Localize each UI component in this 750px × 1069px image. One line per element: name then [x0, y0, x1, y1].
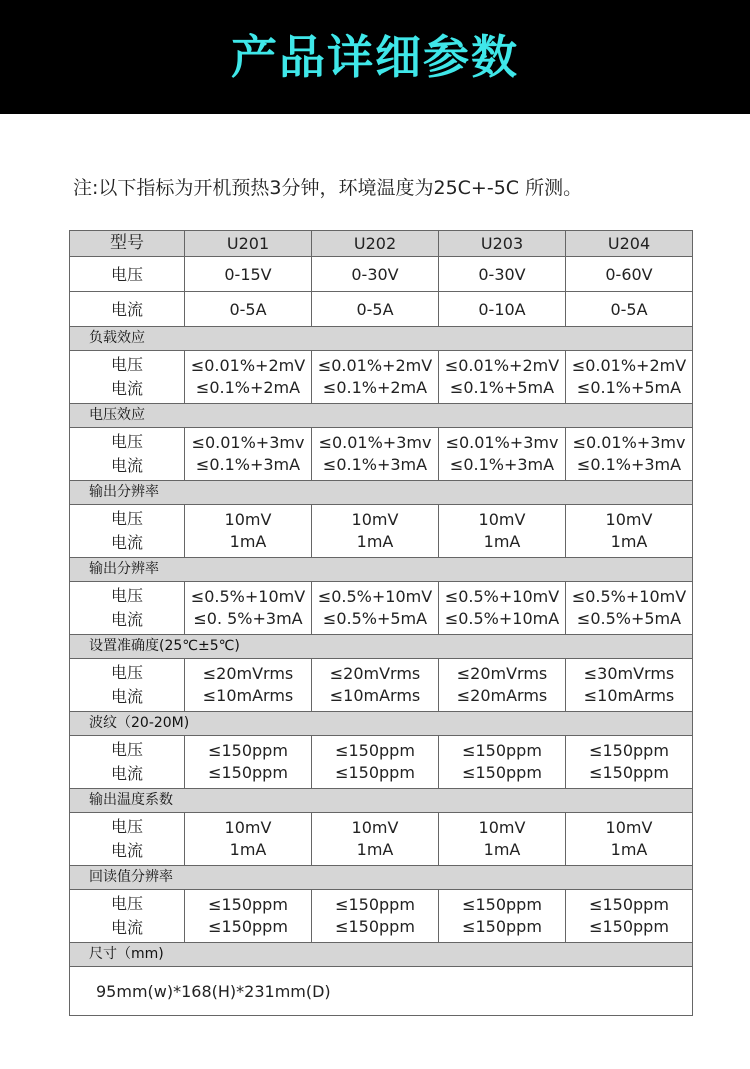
section-header-row — [70, 404, 693, 428]
dimensions-title: 尺寸（mm) — [70, 943, 693, 967]
spec-value: 1mA — [356, 532, 394, 551]
spec-value: ≤0.01%+2mV — [571, 356, 687, 375]
spec-value: 10mV — [224, 818, 272, 837]
spec-value: ≤30mVrms — [583, 664, 675, 683]
title-banner — [0, 0, 750, 114]
row-labels — [70, 582, 185, 635]
voltage-range-cell: 0-30V — [439, 257, 566, 292]
spec-cell — [312, 890, 439, 943]
section-title: 输出分辨率 — [70, 558, 693, 582]
spec-value: ≤0.5%+10mV — [317, 587, 433, 606]
row-label: 电压 — [110, 586, 143, 605]
row-label: 电流 — [110, 764, 143, 783]
row-labels — [70, 659, 185, 712]
model-u202: U202 — [312, 231, 439, 257]
spec-value: 1mA — [229, 532, 267, 551]
spec-value: ≤20mArms — [456, 686, 548, 705]
row-labels — [70, 428, 185, 481]
spec-value: 1mA — [483, 840, 521, 859]
spec-cell — [566, 505, 693, 558]
spec-cell — [312, 659, 439, 712]
section-title: 回读值分辨率 — [70, 866, 693, 890]
section-header-row — [70, 789, 693, 813]
spec-value: 10mV — [351, 818, 399, 837]
spec-value: ≤150ppm — [462, 763, 542, 782]
section-header-row — [70, 712, 693, 736]
spec-table — [69, 230, 693, 1016]
voltage-range-cell: 0-15V — [185, 257, 312, 292]
spec-value: ≤0.1%+3mA — [195, 455, 301, 474]
section-header-row — [70, 558, 693, 582]
spec-cell — [185, 428, 312, 481]
spec-cell — [566, 736, 693, 789]
dimensions-value: 95mm(w)*168(H)*231mm(D) — [70, 967, 693, 1016]
row-label: 电压 — [110, 355, 143, 374]
spec-value: 10mV — [605, 510, 653, 529]
test-conditions-note: 注:以下指标为开机预热3分钟，环境温度为25C+-5C 所测。 — [73, 177, 583, 199]
row-label: 电压 — [110, 894, 143, 913]
spec-cell — [439, 890, 566, 943]
spec-value: ≤150ppm — [208, 917, 288, 936]
spec-value: 1mA — [356, 840, 394, 859]
row-label: 电流 — [110, 687, 143, 706]
current-range-cell: 0-5A — [312, 292, 439, 327]
current-range-cell: 0-5A — [185, 292, 312, 327]
row-label: 电压 — [110, 432, 143, 451]
spec-value: ≤0.5%+10mV — [571, 587, 687, 606]
row-label: 电流 — [110, 610, 143, 629]
spec-value: ≤0.1%+2mA — [322, 378, 428, 397]
spec-value: 10mV — [605, 818, 653, 837]
row-labels — [70, 890, 185, 943]
spec-cell — [312, 582, 439, 635]
spec-cell — [312, 351, 439, 404]
spec-value: 1mA — [610, 532, 648, 551]
current-range-cell: 0-10A — [439, 292, 566, 327]
spec-value: ≤150ppm — [335, 895, 415, 914]
section-data-row — [70, 351, 693, 404]
row-label: 电流 — [110, 379, 143, 398]
spec-cell — [566, 890, 693, 943]
section-header-row — [70, 635, 693, 659]
section-data-row — [70, 659, 693, 712]
spec-cell — [185, 813, 312, 866]
spec-value: ≤0.01%+2mV — [190, 356, 306, 375]
spec-cell — [439, 582, 566, 635]
row-label: 电压 — [110, 663, 143, 682]
spec-value: 10mV — [224, 510, 272, 529]
model-u203: U203 — [439, 231, 566, 257]
section-header-row — [70, 481, 693, 505]
section-data-row — [70, 582, 693, 635]
spec-cell — [185, 890, 312, 943]
spec-cell — [439, 351, 566, 404]
row-label: 电流 — [70, 292, 185, 327]
spec-value: ≤10mArms — [202, 686, 294, 705]
spec-value: ≤0.1%+2mA — [195, 378, 301, 397]
spec-value: ≤0.01%+3mv — [445, 433, 559, 452]
spec-cell — [185, 736, 312, 789]
row-label: 电压 — [70, 257, 185, 292]
voltage-range-row — [70, 257, 693, 292]
spec-cell — [312, 736, 439, 789]
row-labels — [70, 813, 185, 866]
row-label: 电压 — [110, 509, 143, 528]
spec-value: ≤0.01%+2mV — [317, 356, 433, 375]
spec-value: ≤0.5%+10mA — [444, 609, 560, 628]
spec-value: ≤20mVrms — [202, 664, 294, 683]
current-range-cell: 0-5A — [566, 292, 693, 327]
spec-value: ≤20mVrms — [456, 664, 548, 683]
spec-cell — [566, 582, 693, 635]
page-title: 产品详细参数 — [231, 30, 519, 84]
spec-cell — [566, 351, 693, 404]
row-label: 电流 — [110, 533, 143, 552]
spec-cell — [566, 659, 693, 712]
spec-value: ≤150ppm — [462, 741, 542, 760]
spec-cell — [439, 659, 566, 712]
section-title: 电压效应 — [70, 404, 693, 428]
dimensions-row — [70, 967, 693, 1016]
spec-cell — [185, 505, 312, 558]
spec-value: ≤150ppm — [589, 741, 669, 760]
spec-cell — [439, 813, 566, 866]
row-labels — [70, 351, 185, 404]
section-title: 波纹（20-20M) — [70, 712, 693, 736]
spec-value: ≤0. 5%+3mA — [193, 609, 303, 628]
spec-cell — [185, 582, 312, 635]
spec-value: ≤0.1%+5mA — [449, 378, 555, 397]
spec-value: ≤150ppm — [335, 917, 415, 936]
section-data-row — [70, 736, 693, 789]
spec-cell — [312, 813, 439, 866]
header-row — [70, 231, 693, 257]
section-title: 输出温度系数 — [70, 789, 693, 813]
row-label: 电压 — [110, 817, 143, 836]
row-label: 电流 — [110, 918, 143, 937]
spec-value: ≤0.01%+2mV — [444, 356, 560, 375]
row-label: 电流 — [110, 841, 143, 860]
spec-value: ≤0.1%+5mA — [576, 378, 682, 397]
spec-value: 1mA — [610, 840, 648, 859]
section-title: 设置准确度(25℃±5℃) — [70, 635, 693, 659]
spec-value: ≤150ppm — [208, 763, 288, 782]
spec-value: ≤0.01%+3mv — [318, 433, 432, 452]
section-data-row — [70, 505, 693, 558]
spec-cell — [439, 428, 566, 481]
spec-value: ≤20mVrms — [329, 664, 421, 683]
spec-value: 10mV — [351, 510, 399, 529]
voltage-range-cell: 0-30V — [312, 257, 439, 292]
spec-value: ≤0.01%+3mv — [572, 433, 686, 452]
spec-value: 10mV — [478, 510, 526, 529]
section-header-row — [70, 327, 693, 351]
row-label: 电流 — [110, 456, 143, 475]
spec-value: ≤0.5%+10mV — [190, 587, 306, 606]
spec-value: ≤0.1%+3mA — [576, 455, 682, 474]
section-data-row — [70, 813, 693, 866]
dimensions-header-row — [70, 943, 693, 967]
spec-value: ≤10mArms — [329, 686, 421, 705]
spec-cell — [312, 505, 439, 558]
spec-value: 1mA — [483, 532, 521, 551]
row-labels — [70, 505, 185, 558]
spec-value: ≤0.1%+3mA — [449, 455, 555, 474]
section-data-row — [70, 890, 693, 943]
section-title: 输出分辨率 — [70, 481, 693, 505]
spec-value: ≤0.5%+5mA — [322, 609, 428, 628]
spec-cell — [439, 736, 566, 789]
spec-value: ≤0.5%+10mV — [444, 587, 560, 606]
section-title: 负载效应 — [70, 327, 693, 351]
spec-cell — [566, 428, 693, 481]
section-header-row — [70, 866, 693, 890]
spec-cell — [566, 813, 693, 866]
spec-value: ≤150ppm — [462, 895, 542, 914]
spec-value: ≤10mArms — [583, 686, 675, 705]
spec-value: ≤150ppm — [589, 895, 669, 914]
model-u201: U201 — [185, 231, 312, 257]
current-range-row — [70, 292, 693, 327]
spec-value: ≤150ppm — [208, 895, 288, 914]
row-labels — [70, 736, 185, 789]
section-data-row — [70, 428, 693, 481]
row-label: 电压 — [110, 740, 143, 759]
spec-cell — [185, 659, 312, 712]
spec-value: ≤150ppm — [589, 763, 669, 782]
spec-cell — [312, 428, 439, 481]
spec-value: ≤150ppm — [589, 917, 669, 936]
spec-value: ≤0.1%+3mA — [322, 455, 428, 474]
spec-value: 10mV — [478, 818, 526, 837]
spec-value: ≤150ppm — [208, 741, 288, 760]
spec-value: ≤0.01%+3mv — [191, 433, 305, 452]
spec-cell — [439, 505, 566, 558]
spec-value: 1mA — [229, 840, 267, 859]
spec-value: ≤150ppm — [462, 917, 542, 936]
spec-value: ≤0.5%+5mA — [576, 609, 682, 628]
model-u204: U204 — [566, 231, 693, 257]
voltage-range-cell: 0-60V — [566, 257, 693, 292]
spec-value: ≤150ppm — [335, 763, 415, 782]
spec-cell — [185, 351, 312, 404]
header-label: 型号 — [70, 231, 185, 257]
spec-value: ≤150ppm — [335, 741, 415, 760]
